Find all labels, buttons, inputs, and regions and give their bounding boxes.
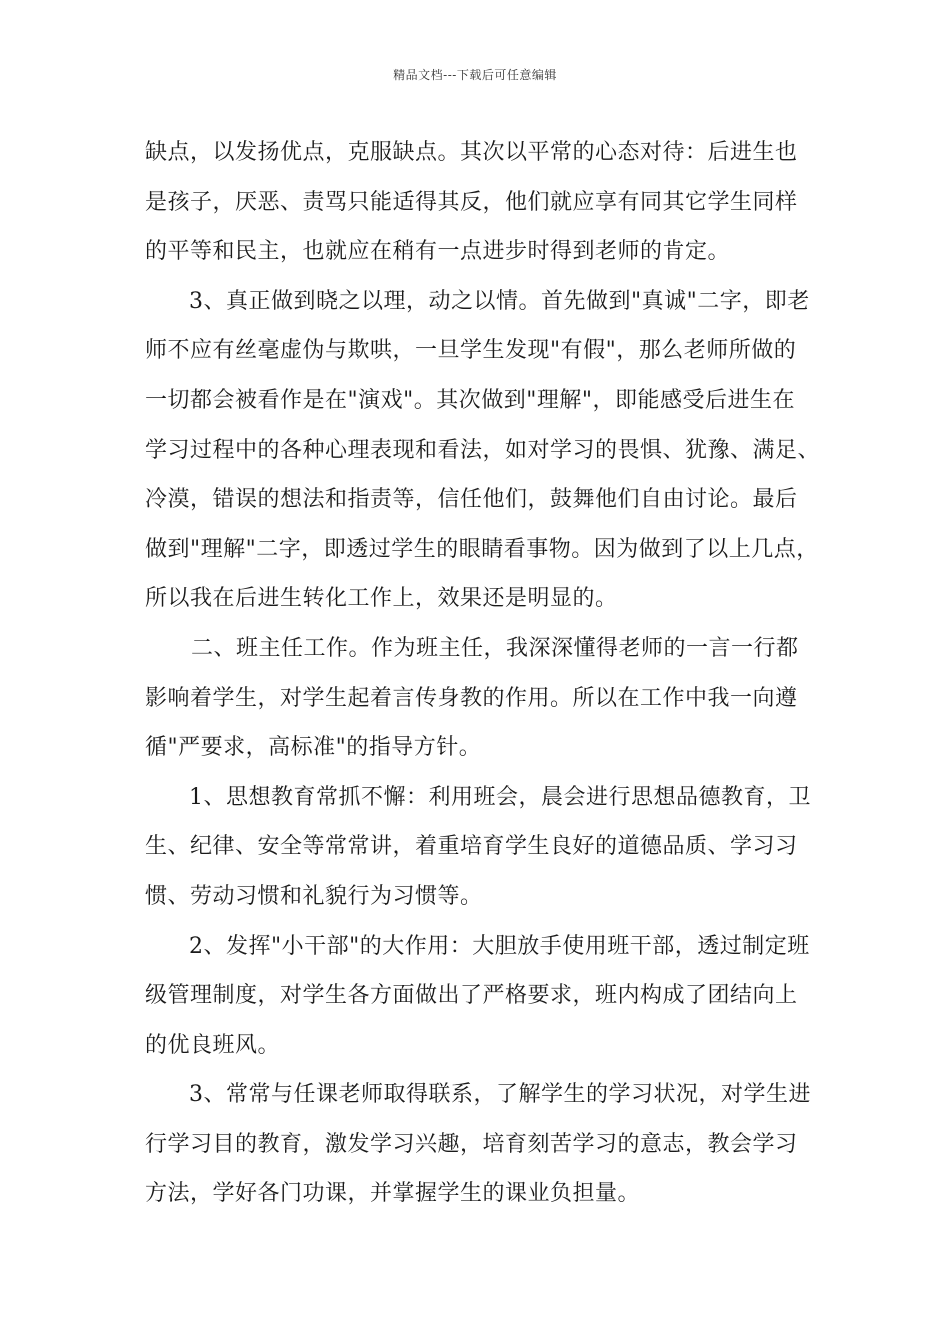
- text-line: 惯、劳动习惯和礼貌行为习惯等。: [145, 883, 483, 909]
- text-line: 二、班主任工作。作为班主任，我深深懂得老师的一言一行都: [191, 635, 799, 661]
- text-line: 3、真正做到晓之以理，动之以情。首先做到"真诚"二字，即老: [189, 288, 810, 314]
- text-line: 是孩子，厌恶、责骂只能适得其反，他们就应享有同其它学生同样: [145, 189, 798, 215]
- text-line: 3、常常与任课老师取得联系，了解学生的学习状况，对学生进: [189, 1082, 811, 1108]
- text-line: 学习过程中的各种心理表现和看法，如对学习的畏惧、犹豫、满足、: [145, 437, 821, 463]
- text-line: 所以我在后进生转化工作上，效果还是明显的。: [145, 586, 618, 612]
- text-line: 缺点，以发扬优点，克服缺点。其次以平常的心态对待：后进生也: [145, 140, 798, 165]
- text-line: 行学习目的教育，激发学习兴趣，培育刻苦学习的意志，教会学习: [145, 1131, 798, 1157]
- document-body: [145, 128, 845, 1219]
- text-line: 的优良班风。: [145, 1032, 281, 1058]
- text-line: 方法，学好各门功课，并掌握学生的课业负担量。: [145, 1181, 641, 1207]
- text-line: 循"严要求，高标准"的指导方针。: [145, 735, 482, 761]
- text-line: 师不应有丝毫虚伪与欺哄，一旦学生发现"有假"，那么老师所做的: [145, 338, 797, 364]
- text-line: 做到"理解"二字，即透过学生的眼睛看事物。因为做到了以上几点，: [145, 536, 819, 562]
- text-line: 级管理制度，对学生各方面做出了严格要求，班内构成了团结向上: [145, 983, 798, 1009]
- text-line: 生、纪律、安全等常常讲，着重培育学生良好的道德品质、学习习: [145, 834, 798, 860]
- text-line: 1、思想教育常抓不懈：利用班会，晨会进行思想品德教育，卫: [189, 784, 811, 810]
- text-line: 2、发挥"小干部"的大作用：大胆放手使用班干部，透过制定班: [189, 933, 810, 959]
- text-line: 冷漠，错误的想法和指责等，信任他们，鼓舞他们自由讨论。最后: [145, 487, 798, 513]
- text-line: 影响着学生，对学生起着言传身教的作用。所以在工作中我一向遵: [145, 685, 798, 711]
- text-line: 一切都会被看作是在"演戏"。其次做到"理解"，即能感受后进生在: [145, 387, 795, 413]
- page-header: 精品文档---下载后可任意编辑: [393, 68, 557, 82]
- text-line: 的平等和民主，也就应在稍有一点进步时得到老师的肯定。: [145, 239, 731, 265]
